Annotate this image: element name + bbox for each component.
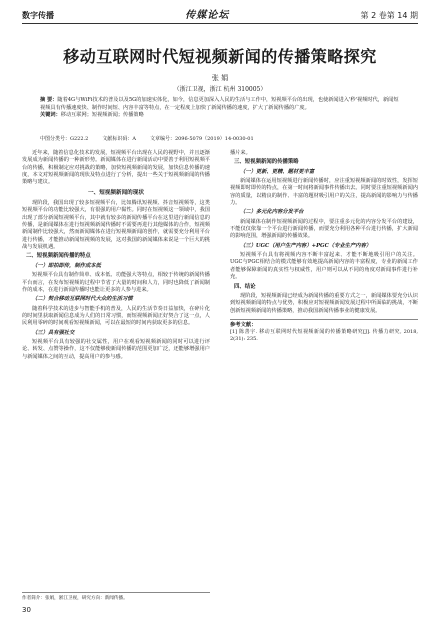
abstract-paragraph [40, 97, 400, 112]
document-code: 文献标识码：A [102, 136, 136, 142]
subsection-heading: （一）即拍即传，制作成本低 [32, 262, 101, 269]
running-head-issue: 第 2 卷第 14 期 [360, 11, 418, 20]
body-paragraph: 新闻媒体在运用短视频进行新闻传播时，应注重短视频新闻的时效性，发挥短视频即时即传的特点，在第一时间将新闻事件传播出去。同时要注重短视频新闻内容的质量，以精良的制作、丰富的题材吸引用户的关注，提高新闻的影响力与传播力。 [230, 178, 418, 207]
body-paragraph: 播片来。 [230, 150, 251, 156]
intro-paragraph: 近年来，随着信息化技术的发展，短视频平台出现在人民的视野中，并且逐渐发展成为新闻传播的一种新形势。新闻媒体在进行新闻活动中要善于利用短视频平台的传播，积极制定应对挑战的策略，加快短视频新闻的发展，加快信息传播的速度，本文对短视频新闻的现状及特点进行了分析，提出一些关于短视频新闻的传播策略与建议。 [22, 150, 210, 186]
references [230, 319, 418, 343]
keywords-label: 关键词： [40, 112, 61, 119]
keywords-line [40, 112, 400, 120]
author-name: 张 娟 [211, 74, 229, 82]
section-heading: 二、短视频新闻传播的特点 [26, 253, 91, 260]
body-paragraph: 短视频平台具有较强的社交属性，用户在观看短视频新闻的同时可以进行评论、转发、点赞等操作，这不仅能够使新闻传播的范围更加广泛，还能够增强用户与新闻媒体之间的互动，提高用户的参与感。 [22, 338, 210, 360]
running-head [22, 6, 418, 24]
body-paragraph: 短视频平台具有制作简单、成本低、功能强大等特点，相较于传统的新闻传播平台而言，在发布短视频的过程中节省了大量的时间和人力，同时也降低了新闻制作的成本，在进行新闻传播时也能让更多的人参与进来。 [22, 272, 210, 293]
left-column [22, 150, 210, 361]
section-heading: 一、短视频新闻的现状 [88, 189, 144, 196]
clc-number: 中图分类号：G222.2 [40, 136, 89, 142]
body-paragraph: 现阶段，我国出现了较多短视频平台，比如腾讯短视频、抖音短视频等，这类短视频平台的功能比较强大，有很强的用户黏性。同时在短视频这一领域中，我国出现了部分新闻短视频平台，其中就有较多的新闻传播平台在这里进行新闻信息的传播，是新闻媒体在进行短视频新闻传播时不需要再进行其他媒体的合作，短视频新闻制作比较强大，然而新闻媒体在进行短视频新闻的创作，就需要充分利用平台进行传播，才能推动新闻短视频的发展，这对我国的新闻媒体来说是一个巨大的挑战与发展机遇。 [22, 200, 210, 251]
abstract-text: 随着4G与WiFi技术的普及以及5G的加速实体化，如今，信息更加深入人民的生活与工作中，短视频平台的出现，也使新闻进入'秒'视频时代，新闻短视频具有传播速度快、制作时间短、内容丰富等特点，在一定程度上加快了新闻传播的速度，扩大了新闻传播的广度。 [40, 97, 399, 111]
reference-item: [1] 陈善宇. 移动互联网时代短视频新闻的传播策略研究[J]. 传播力研究, 2018, 2(31): 235. [230, 329, 418, 342]
subsection-heading: （二）契合移动互联网时代大众的生活习惯 [32, 296, 133, 303]
keywords-text: 移动互联网；短视频新闻；传播策略 [60, 112, 144, 119]
subsection-heading: （三）UGC（用户生产内容）+PGC（专业生产内容） [240, 242, 372, 249]
article-number: 文章编号：2096-5079（2019）14-0030-01 [149, 136, 254, 142]
body-paragraph: 新闻媒体在制作短视频新闻的过程中，要注重多元化的内容分发平台的建设，不能仅仅依靠一个平台进行新闻传播，而要充分利用各种平台进行传播，扩大新闻的影响范围，增强新闻的传播效果。 [230, 218, 418, 240]
author-footnote: 作者简介：张娟，浙江卫视，研究方向：新闻传播。 [22, 592, 210, 601]
subsection-heading: （一）更新、更精、题材更丰富 [240, 168, 315, 175]
running-head-journal: 传媒论坛 [185, 10, 230, 21]
running-head-section: 数字传播 [22, 11, 54, 20]
classification-meta [40, 135, 410, 142]
body-paragraph: 随着科学技术的进步与智能手机的普及，人民的生活节奏日益加快，在碎片化的时间里获取新闻信息成为人们的日常习惯，而短视频新闻正好契合了这一点，人民利用零碎的时间观看短视频新闻，可以在最短的时间内获取更多的信息。 [22, 305, 210, 327]
article-title: 移动互联网时代短视频新闻的传播策略探究 [63, 47, 377, 66]
section-heading: 四、结论 [234, 283, 256, 290]
section-heading: 三、短视频新闻的传播策略 [234, 159, 299, 166]
body-paragraph: 现阶段，短视频新闻已经成为新闻传播的重要方式之一，新闻媒体要充分认识到短视频新闻的特点与优势，积极应对短视频新闻发展过程中所面临的挑战，不断创新短视频新闻的传播策略，推动我国新闻传播事业的健康发展。 [230, 292, 418, 314]
references-title: 参考文献： [230, 321, 257, 328]
author-affiliation: （浙江卫视，浙江 杭州 310005） [173, 86, 267, 93]
subsection-heading: （三）具有强社交 [32, 329, 75, 336]
right-column [230, 150, 418, 342]
abstract-block [40, 97, 400, 120]
page-number: 30 [22, 606, 31, 614]
subsection-heading: （二）多元化内容分发平台 [240, 209, 304, 216]
abstract-label: 摘 要： [40, 97, 58, 103]
body-paragraph: 短视频平台具有将视频内容不断丰富起来、才能不断地吸引用户的关注。UGC与PGC相结合的模式能够有效地提高新闻内容的丰富程度，专业的新闻工作者能够保障新闻的真实性与权威性，用户则可以从不同的角度对新闻事件进行补充。 [230, 252, 418, 281]
